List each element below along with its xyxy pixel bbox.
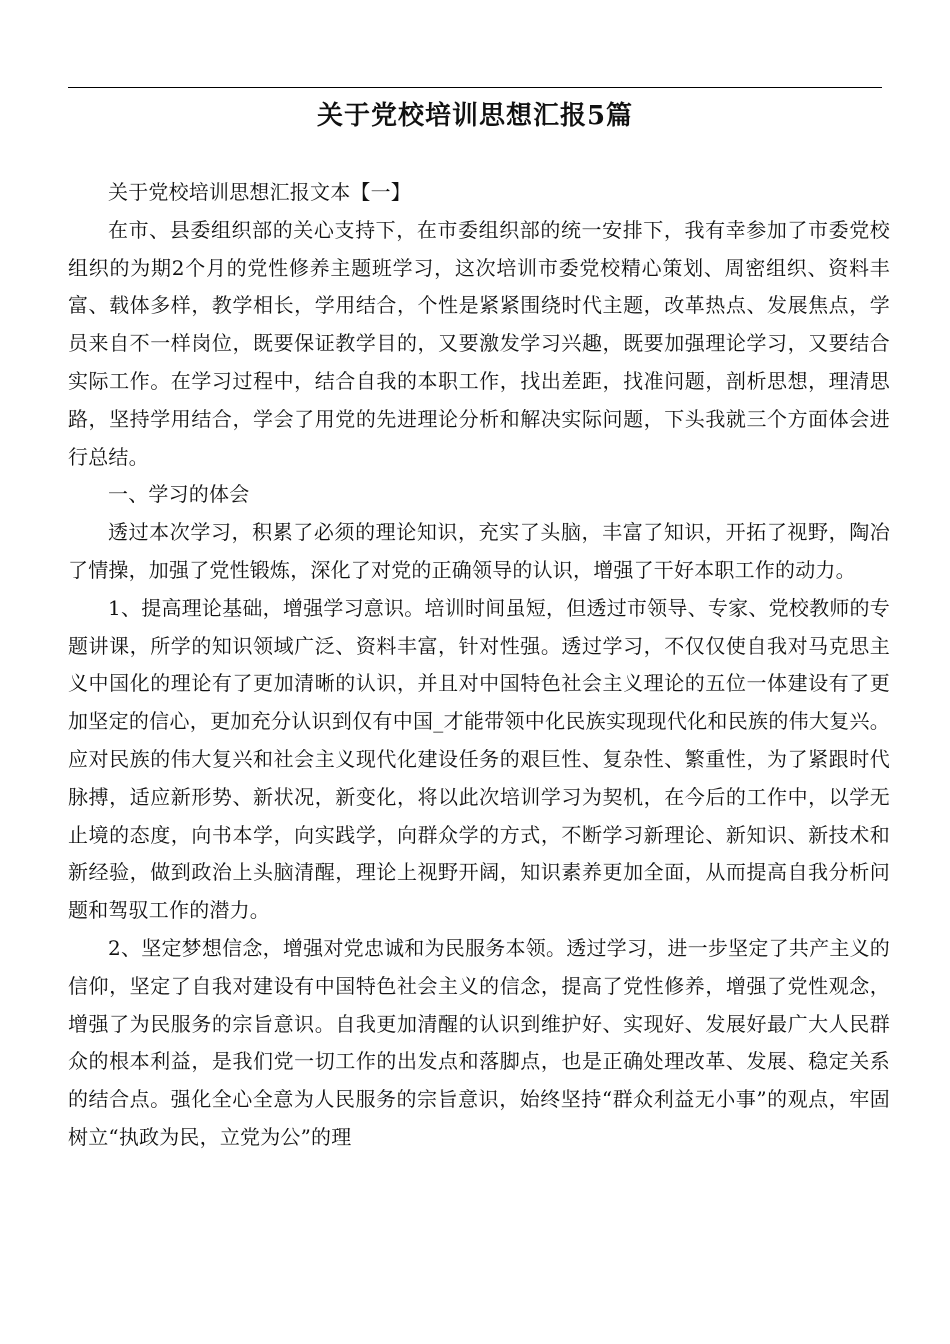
body-paragraph: 透过本次学习，积累了必须的理论知识，充实了头脑，丰富了知识，开拓了视野，陶冶了情操，加强了党性锻炼，深化了对党的正确领导的认识，增强了干好本职工作的动力。	[68, 520, 890, 582]
body-paragraph: 1、提高理论基础，增强学习意识。培训时间虽短，但透过市领导、专家、党校教师的专题讲课，所学的知识领域广泛、资料丰富，针对性强。透过学习，不仅仅使自我对马克思主义中国化的理论有了更加清晰的认识，并且对中国特色社会主义理论的五位一体建设有了更加坚定的信心，更加充分认识到仅有中国_才能带领中化民族实现现代化和民族的伟大复兴。应对民族的伟大复兴和社会主义现代化建设任务的艰巨性、复杂性、繁重性，为了紧跟时代脉搏，适应新形势、新状况，新变化，将以此次培训学习为契机，在今后的工作中，以学无止境的态度，向书本学，向实践学，向群众学的方式，不断学习新理论、新知识、新技术和新经验，做到政治上头脑清醒，理论上视野开阔，知识素养更加全面，从而提高自我分析问题和驾驭工作的潜力。	[68, 595, 890, 923]
body-paragraph: 在市、县委组织部的关心支持下，在市委组织部的统一安排下，我有幸参加了市委党校组织的为期2个月的党性修养主题班学习，这次培训市委党校精心策划、周密组织、资料丰富、载体多样，教学相长，学用结合，个性是紧紧围绕时代主题，改革热点、发展焦点，学员来自不一样岗位，既要保证教学目的，又要激发学习兴趣，既要加强理论学习，又要结合实际工作。在学习过程中，结合自我的本职工作，找出差距，找准问题，剖析思想，理清思路，坚持学用结合，学会了用党的先进理论分析和解决实际问题，下头我就三个方面体会进行总结。	[68, 217, 890, 469]
body-paragraph: 2、坚定梦想信念，增强对党忠诚和为民服务本领。透过学习，进一步坚定了共产主义的信仰，坚定了自我对建设有中国特色社会主义的信念，提高了党性修养，增强了党性观念，增强了为民服务的宗旨意识。自我更加清醒的认识到维护好、实现好、发展好最广大人民群众的根本利益，是我们党一切工作的出发点和落脚点，也是正确处理改革、发展、稳定关系的结合点。强化全心全意为人民服务的宗旨意识，始终坚持“群众利益无小事”的观点，牢固树立“执政为民，立党为公”的理	[68, 935, 890, 1149]
section-heading-one: 关于党校培训思想汇报文本【一】	[108, 180, 411, 204]
header-rule	[68, 87, 882, 88]
document-body	[68, 174, 890, 1157]
document-title: 关于党校培训思想汇报5篇	[316, 101, 634, 131]
subsection-heading: 一、学习的体会	[108, 482, 250, 507]
